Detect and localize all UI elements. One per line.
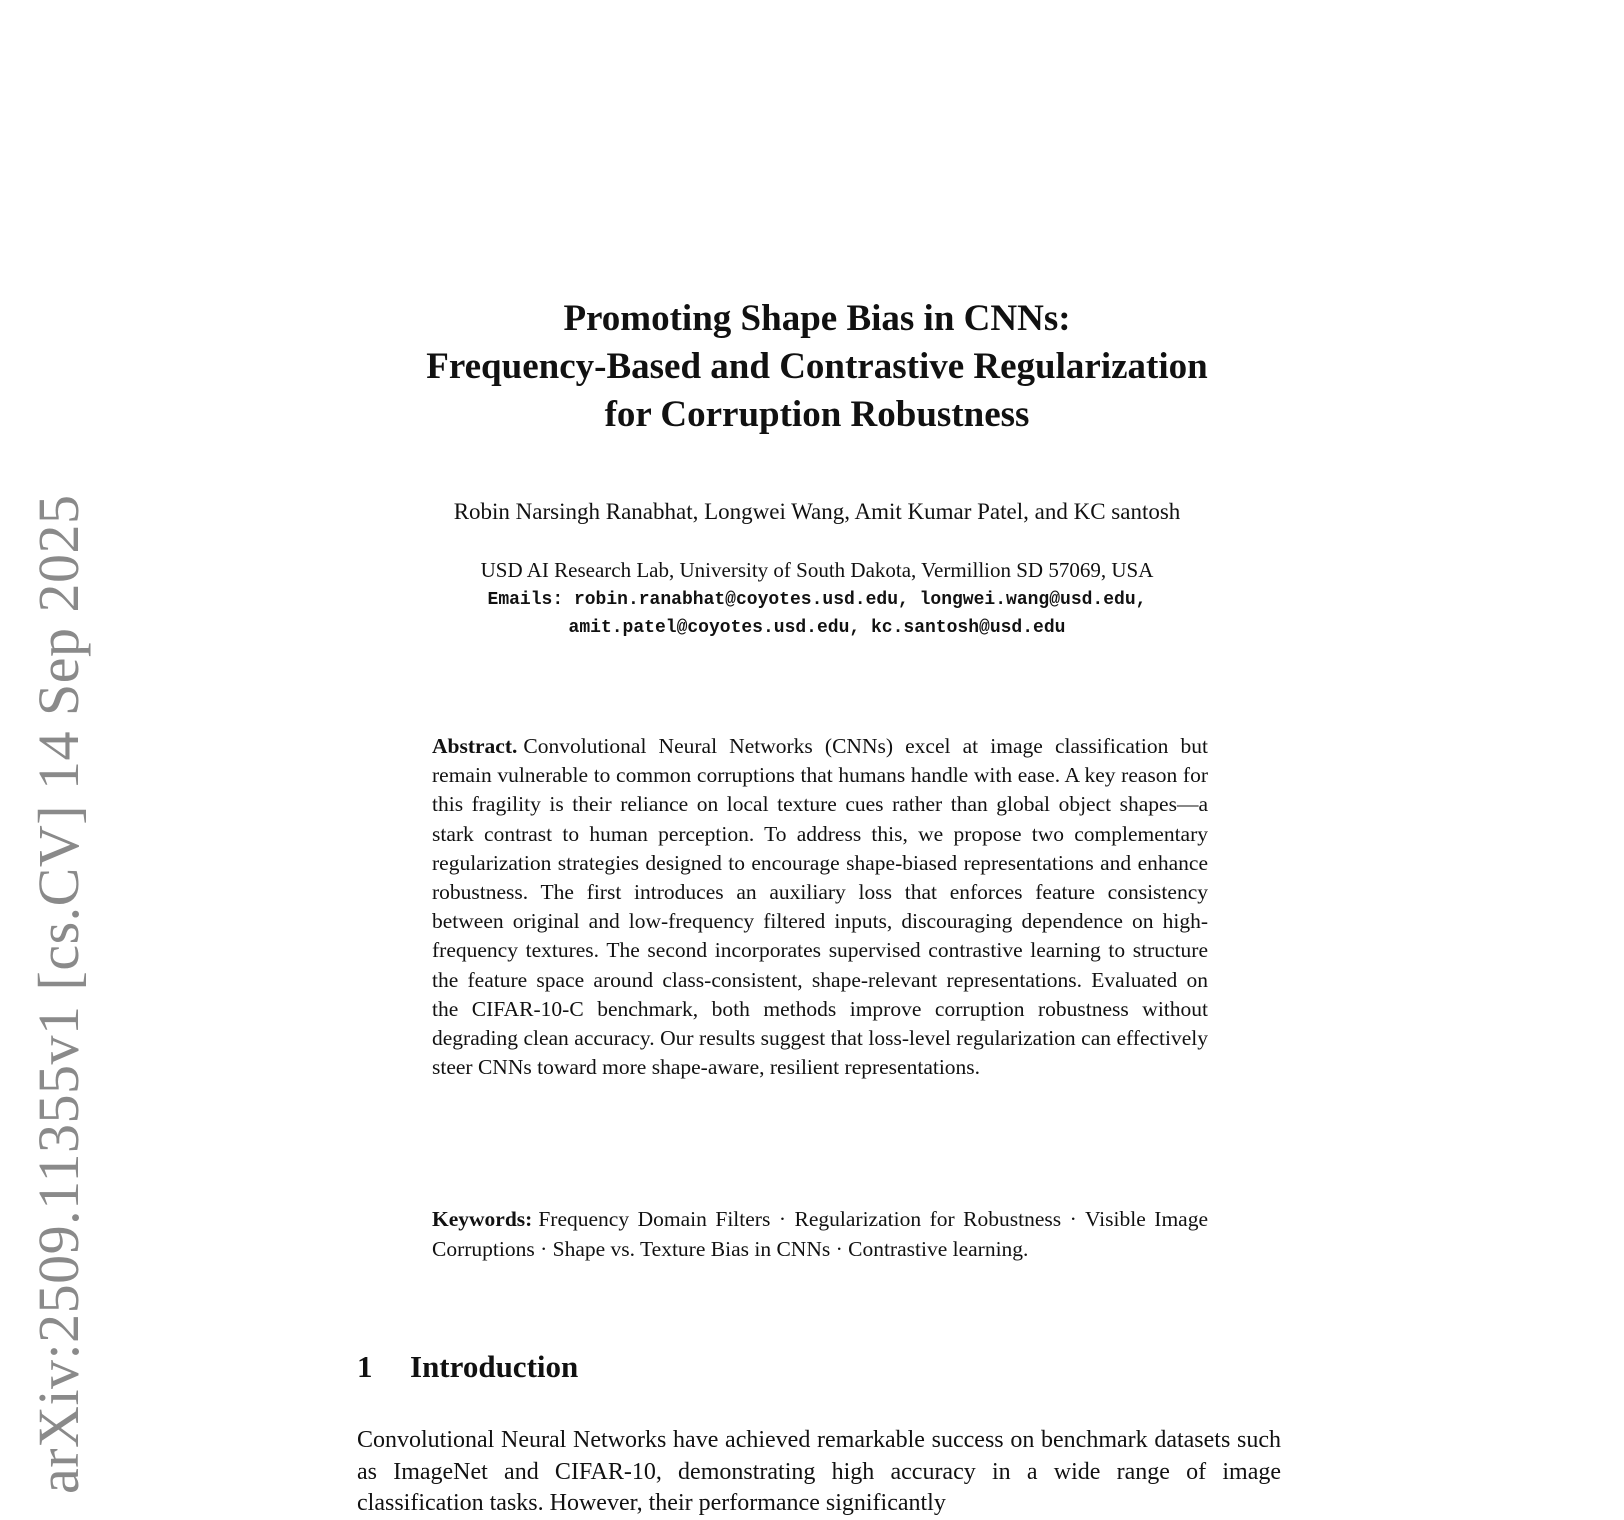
email-line: Emails: robin.ranabhat@coyotes.usd.edu, longwei.wang@usd.edu, [487,590,1147,610]
keywords-text: Frequency Domain Filters · Regularization for Robustness · Visible Image Corruptions · Shape vs. Texture Bias in CNNs · Contrastive learning. [432,1207,1208,1261]
section-title: Introduction [410,1349,579,1384]
abstract-text: Convolutional Neural Networks (CNNs) excel at image classification but remain vulnerable to common corruptions that humans handle with ease. A key reason for this fragility is their reliance on local texture cues rather than global object shapes—a stark contrast to human perception. To address this, we propose two complementary regularization strategies designed to encourage shape-biased representations and enhance robustness. The first introduces an auxiliary loss that enforces feature consistency between original and low-frequency filtered inputs, discouraging dependence on high-frequency textures. The second incorporates supervised contrastive learning to structure the feature space around class-consistent, shape-relevant representations. Evaluated on the CIFAR-10-C benchmark, both methods improve corruption robustness without degrading clean accuracy. Our results suggest that loss-level regularization can effectively steer CNNs toward more shape-aware, resilient representations. [432,734,1208,1080]
arxiv-watermark: arXiv:2509.11355v1 [cs.CV] 14 Sep 2025 [26,494,91,1494]
title-line: for Corruption Robustness [604,394,1030,435]
abstract [432,732,1208,1082]
abstract-label: Abstract. [432,734,518,758]
author-list: Robin Narsingh Ranabhat, Longwei Wang, Amit Kumar Patel, and KC santosh [453,499,1181,524]
affiliation: USD AI Research Lab, University of South Dakota, Vermillion SD 57069, USA [480,558,1154,582]
keywords-label: Keywords: [432,1207,533,1231]
intro-paragraph: Convolutional Neural Networks have achieved remarkable success on benchmark datasets such as ImageNet and CIFAR-10, demonstrating high accuracy in a wide range of image classification tasks. However, their performance significantly [357,1427,1281,1516]
title-line: Frequency-Based and Contrastive Regularization [426,346,1208,387]
email-list [300,586,1334,642]
title-line: Promoting Shape Bias in CNNs: [563,298,1071,339]
section-heading [357,1349,578,1385]
paper-title [300,295,1334,439]
keywords [432,1205,1208,1264]
email-line: amit.patel@coyotes.usd.edu, kc.santosh@usd.edu [568,618,1066,638]
section-number: 1 [357,1349,373,1384]
